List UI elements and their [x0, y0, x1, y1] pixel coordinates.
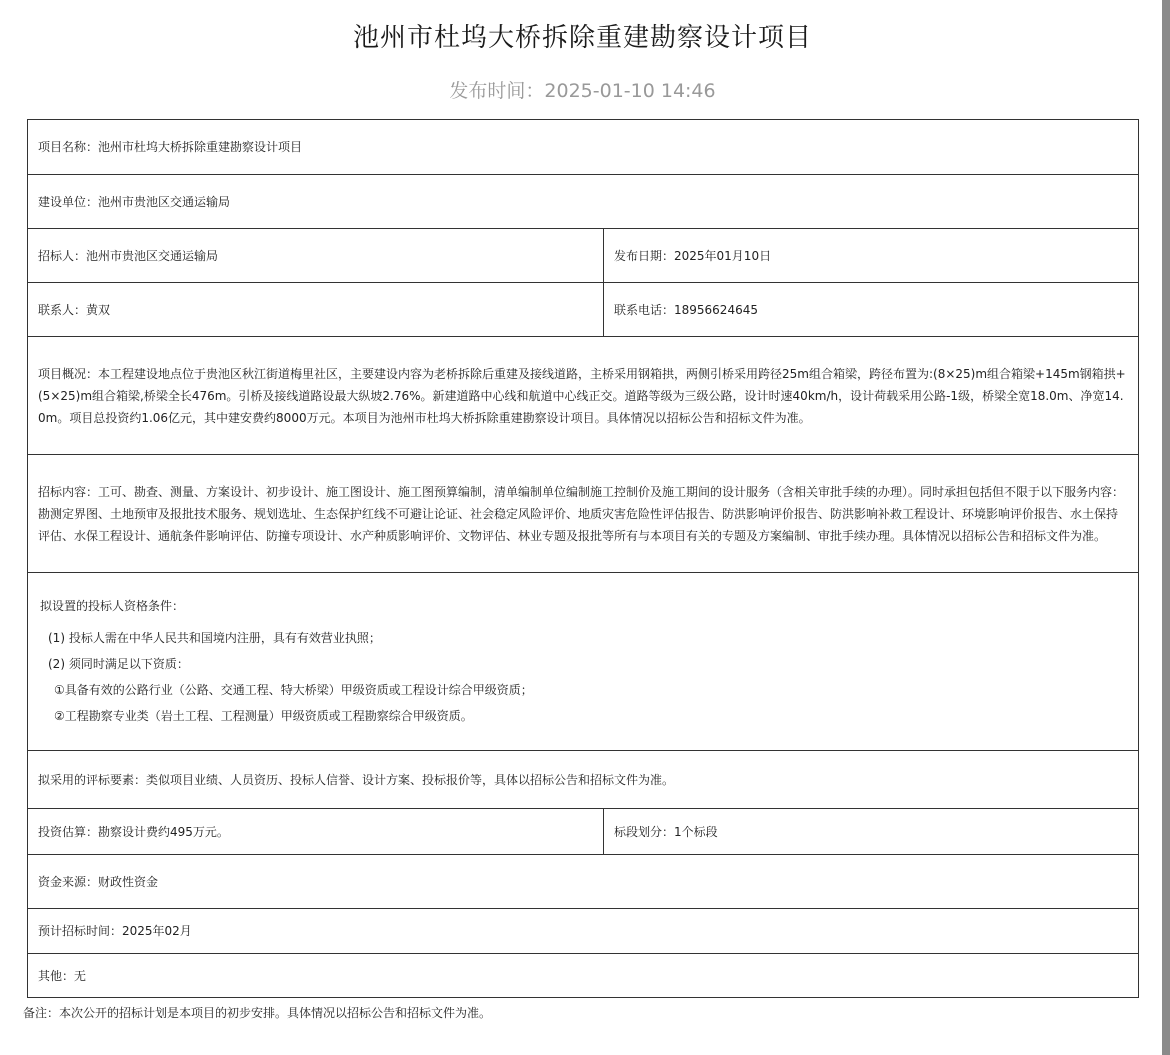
qualification-item: ②工程勘察专业类（岩土工程、工程测量）甲级资质或工程勘察综合甲级资质。	[54, 708, 473, 723]
table-row	[28, 229, 1139, 283]
funding-cell: 资金来源：财政性资金	[28, 855, 1139, 909]
investment-cell: 投资估算：勘察设计费约495万元。	[28, 809, 604, 855]
qualification-item: (2) 须同时满足以下资质：	[48, 656, 189, 671]
qualification-heading: 拟设置的投标人资格条件：	[40, 598, 185, 613]
qualification-item: ①具备有效的公路行业（公路、交通工程、特大桥梁）甲级资质或工程设计综合甲级资质；	[54, 682, 533, 697]
overview-cell: 项目概况：本工程建设地点位于贵池区秋江街道梅里社区，主要建设内容为老桥拆除后重建及接线道路，主桥采用钢箱拱，两侧引桥采用跨径25m组合箱梁，跨径布置为:(8×25)m组合箱梁+145m钢箱拱+(5×25)m组合箱梁,桥梁全长476m。引桥及接线道路设最大纵坡2.76%。新建道路中心线和航道中心线正交。道路等级为三级公路，设计时速40km/h，设计荷载采用公路-1级，桥梁全宽18.0m、净宽14.0m。项目总投资约1.06亿元，其中建安费约8000万元。本项目为池州市杜坞大桥拆除重建勘察设计项目。具体情况以招标公告和招标文件为准。	[28, 337, 1139, 455]
publish-time-value: 2025-01-10 14:46	[544, 80, 716, 102]
project-info-table	[27, 119, 1139, 998]
scrollbar[interactable]	[1162, 0, 1170, 1055]
table-row	[28, 909, 1139, 954]
table-row	[28, 455, 1139, 573]
qualification-item: (1) 投标人需在中华人民共和国境内注册，具有有效营业执照；	[48, 630, 381, 645]
page-title: 池州市杜坞大桥拆除重建勘察设计项目	[352, 23, 812, 53]
table-row	[28, 809, 1139, 855]
publish-time-label: 发布时间：	[449, 80, 545, 102]
scope-cell: 招标内容：工可、勘查、测量、方案设计、初步设计、施工图设计、施工图预算编制，清单编制单位编制施工控制价及施工期间的设计服务（含相关审批手续的办理）。同时承担包括但不限于以下服务内容：勘测定界图、土地预审及报批技术服务、规划选址、生态保护红线不可避让论证、社会稳定风险评价、地质灾害危险性评估报告、防洪影响评价报告、防洪影响补救工程设计、环境影响评价报告、水土保持评估、水保工程设计、通航条件影响评估、防撞专项设计、水产种质影响评价、文物评估、林业专题及报批等所有与本项目有关的专题及方案编制、审批手续办理。具体情况以招标公告和招标文件为准。	[28, 455, 1139, 573]
table-row	[28, 855, 1139, 909]
table-row	[28, 573, 1139, 751]
qualification-cell	[28, 573, 1139, 751]
tender-time-cell: 预计招标时间：2025年02月	[28, 909, 1139, 954]
phone-cell: 联系电话：18956624645	[604, 283, 1139, 337]
tenderer-cell: 招标人：池州市贵池区交通运输局	[28, 229, 604, 283]
table-row	[28, 954, 1139, 998]
table-row	[28, 283, 1139, 337]
table-row	[28, 751, 1139, 809]
publish-time	[0, 77, 1165, 105]
evaluation-cell: 拟采用的评标要素：类似项目业绩、人员资历、投标人信誉、设计方案、投标报价等，具体以招标公告和招标文件为准。	[28, 751, 1139, 809]
builder-cell: 建设单位：池州市贵池区交通运输局	[28, 175, 1139, 229]
project-name-cell: 项目名称：池州市杜坞大桥拆除重建勘察设计项目	[28, 120, 1139, 175]
release-date-cell: 发布日期：2025年01月10日	[604, 229, 1139, 283]
table-row	[28, 175, 1139, 229]
other-cell: 其他：无	[28, 954, 1139, 998]
remark-note: 备注：本次公开的招标计划是本项目的初步安排。具体情况以招标公告和招标文件为准。	[23, 1006, 492, 1020]
sections-cell: 标段划分：1个标段	[604, 809, 1139, 855]
contact-cell: 联系人：黄双	[28, 283, 604, 337]
table-row	[28, 337, 1139, 455]
table-row	[28, 120, 1139, 175]
